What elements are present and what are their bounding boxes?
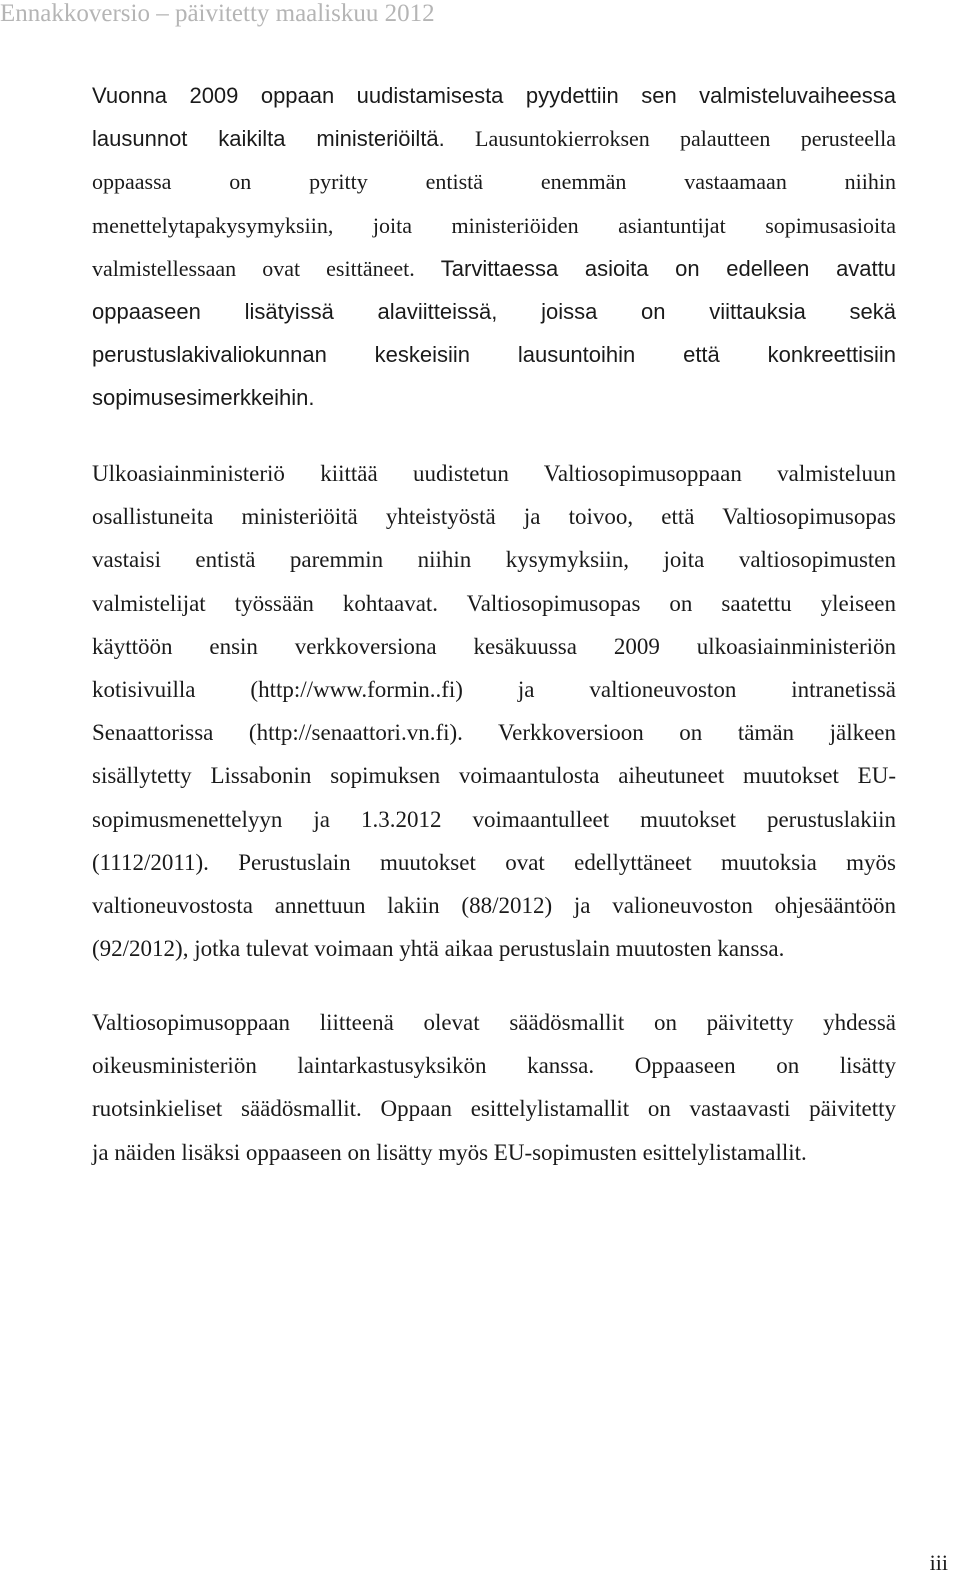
text-line: osallistuneita ministeriöitä yhteistyöstä ja toivoo, että Valtiosopimusopas: [92, 504, 896, 530]
text-line: kotisivuilla (http://www.formin..fi) ja valtioneuvoston intranetissä: [92, 676, 896, 702]
paragraph-intro: [92, 74, 896, 420]
running-header: Ennakkoversio – päivitetty maaliskuu 2012: [0, 0, 435, 27]
text-segment: Tarvittaessa asioita on edelleen avattu: [440, 255, 897, 281]
text-line: Valtiosopimusoppaan liitteenä olevat säädösmallit on päivitetty yhdessä: [92, 1010, 896, 1035]
page-number: iii: [929, 1550, 948, 1575]
text-line: Ulkoasiainministeriö kiittää uudistetun Valtiosopimusoppaan valmisteluun: [92, 461, 896, 486]
text-line: menettelytapakysymyksiin, joita ministeriöiden asiantuntijat sopimusasioita: [92, 212, 896, 238]
text-line: perustuslakivaliokunnan keskeisiin lausuntoihin että konkreettisiin: [92, 342, 896, 368]
text-line: valtioneuvostosta annettuun lakiin (88/2012) ja valioneuvoston ohjesääntöön: [92, 892, 896, 918]
text-line: (92/2012), jotka tulevat voimaan yhtä aikaa perustuslain muutosten kanssa.: [92, 936, 785, 962]
text-segment: Lausuntokierroksen palautteen perusteella: [475, 126, 896, 152]
text-line: oikeusministeriön laintarkastusyksikön kanssa. Oppaaseen on lisätty: [92, 1053, 896, 1079]
paragraph-thanks: [92, 452, 896, 970]
text-segment: lausunnot kaikilta ministeriöiltä.: [92, 126, 445, 152]
text-line: ja näiden lisäksi oppaaseen on lisätty myös EU-sopimusten esittelylistamallit.: [92, 1139, 807, 1165]
text-line: Senaattorissa (http://senaattori.vn.fi). Verkkoversioon on tämän jälkeen: [92, 720, 896, 746]
text-line: valmistelijat työssään kohtaavat. Valtiosopimusopas on saatettu yleiseen: [92, 590, 896, 616]
text-line: vastaisi entistä paremmin niihin kysymyksiin, joita valtiosopimusten: [92, 547, 896, 573]
text-line: sisällytetty Lissabonin sopimuksen voimaantulosta aiheutuneet muutokset EU-: [92, 763, 896, 789]
text-segment: valmistellessaan ovat esittäneet.: [92, 255, 415, 281]
text-line: oppaaseen lisätyissä alaviitteissä, joissa on viittauksia sekä: [92, 298, 896, 324]
text-line: ruotsinkieliset säädösmallit. Oppaan esittelylistamallit on vastaavasti päivitetty: [92, 1096, 896, 1122]
text-line: [92, 117, 896, 160]
text-line: Vuonna 2009 oppaan uudistamisesta pyydettiin sen valmisteluvaiheessa: [92, 83, 896, 108]
text-line: [92, 247, 896, 290]
paragraph-attachments: [92, 1001, 896, 1174]
text-line: oppaassa on pyritty entistä enemmän vastaamaan niihin: [92, 169, 896, 195]
text-line: (1112/2011). Perustuslain muutokset ovat edellyttäneet muutoksia myös: [92, 849, 896, 875]
text-line: sopimusmenettelyyn ja 1.3.2012 voimaantulleet muutokset perustuslakiin: [92, 806, 896, 832]
text-line: käyttöön ensin verkkoversiona kesäkuussa 2009 ulkoasiainministeriön: [92, 633, 896, 659]
text-line: sopimusesimerkkeihin.: [92, 385, 315, 411]
